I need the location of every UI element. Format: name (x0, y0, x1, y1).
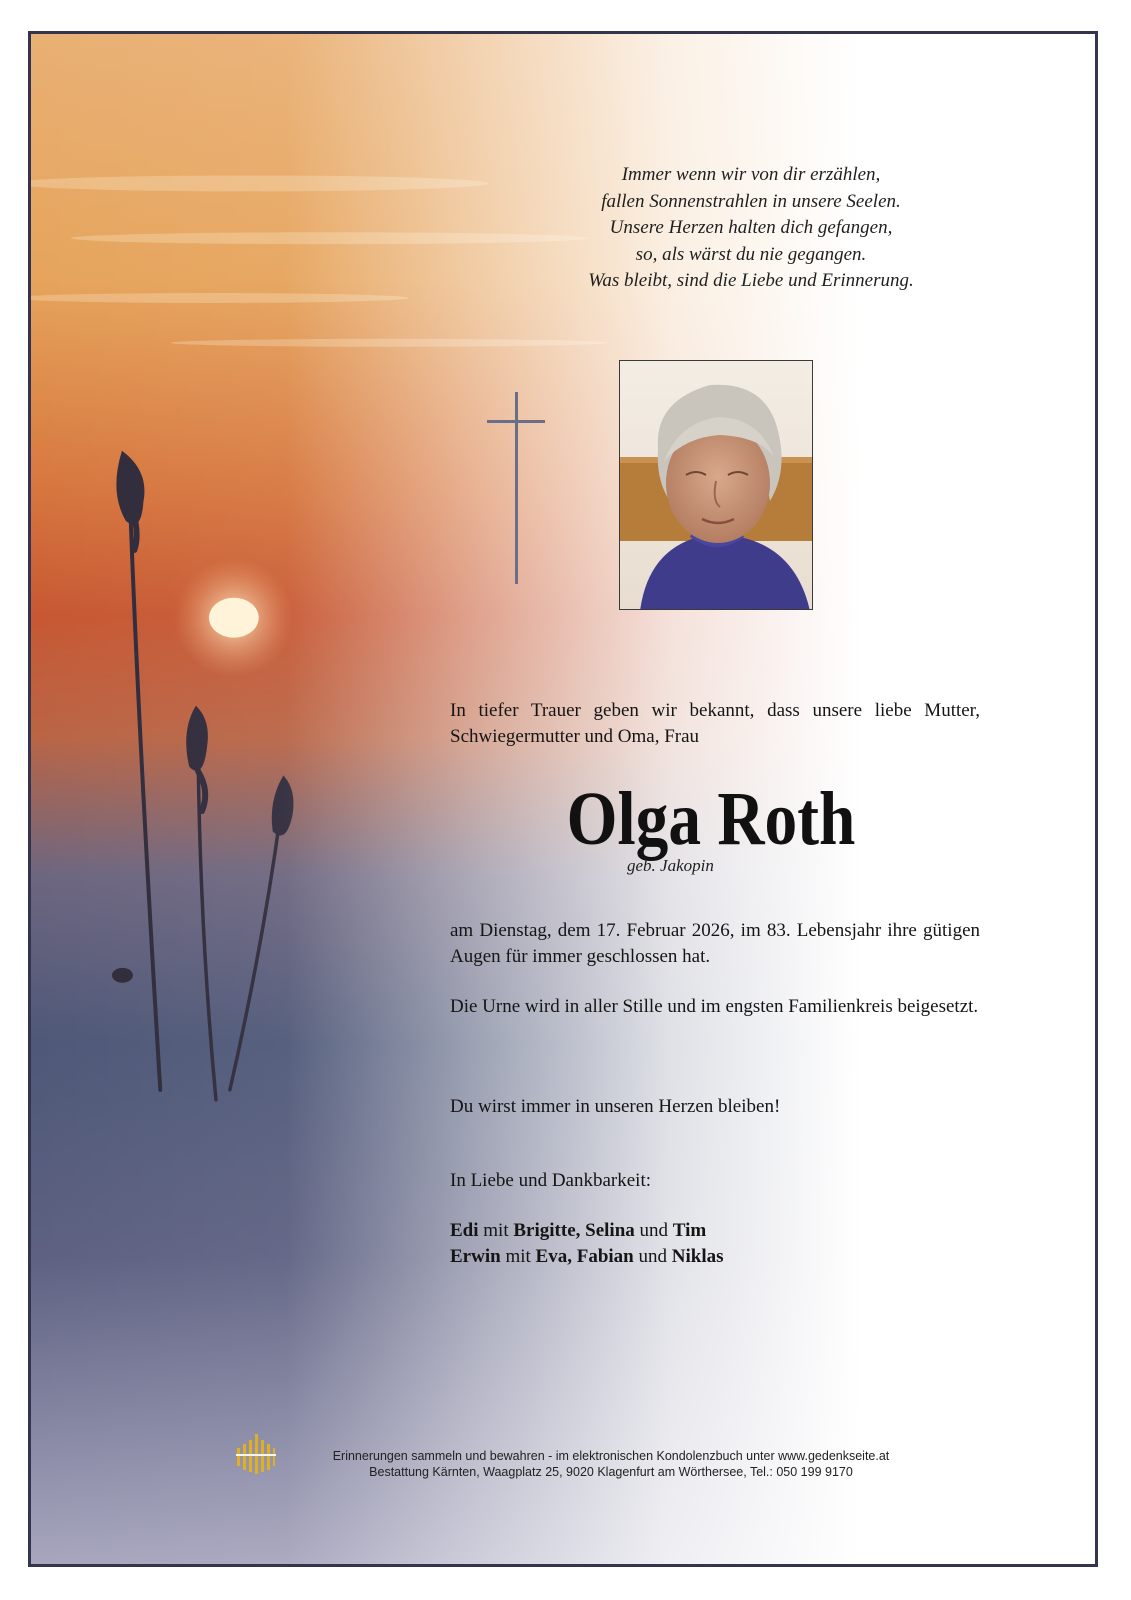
poem-line: Immer wenn wir von dir erzählen, (621, 164, 881, 185)
family-name: Brigitte, (513, 1220, 581, 1241)
family-name: Edi (450, 1220, 479, 1241)
obituary-card (28, 31, 1098, 1567)
burial-notice-text: Die Urne wird in aller Stille und im engsten Familienkreis beigesetzt. (450, 996, 979, 1017)
closing-text: In Liebe und Dankbarkeit: (450, 1170, 652, 1191)
maiden-name: geb. Jakopin (627, 856, 714, 875)
footer-line-2: Bestattung Kärnten, Waagplatz 25, 9020 Klagenfurt am Wörthersee, Tel.: 050 199 9170 (369, 1465, 853, 1479)
family-name: Fabian (576, 1246, 634, 1267)
family-name: Selina (585, 1220, 635, 1241)
portrait-photo (619, 360, 813, 610)
family-name: Erwin (450, 1246, 501, 1267)
death-notice-text: am Dienstag, dem 17. Februar 2026, im 83. Lebensjahr ihre gütigen Augen für immer geschlossen hat. (450, 920, 980, 967)
gedenkseite-logo-icon (236, 1432, 276, 1476)
footer (301, 1448, 921, 1480)
cross-icon (487, 392, 547, 584)
poem-line: Was bleibt, sind die Liebe und Erinnerung. (588, 270, 914, 291)
announcement-text: In tiefer Trauer geben wir bekannt, dass unsere liebe Mutter, Schwiegermutter und Oma, Frau (450, 700, 980, 747)
family-name: Tim (672, 1220, 707, 1241)
poem-line: so, als wärst du nie gegangen. (635, 243, 867, 265)
family-name: Niklas (671, 1246, 724, 1267)
farewell-text: Du wirst immer in unseren Herzen bleiben! (450, 1096, 781, 1117)
connector-word: und (639, 1220, 669, 1241)
deceased-name: Olga Roth (566, 777, 856, 861)
connector-word: mit (483, 1220, 509, 1241)
poem-line: fallen Sonnenstrahlen in unsere Seelen. (601, 190, 901, 212)
poem-line: Unsere Herzen halten dich gefangen, (609, 217, 893, 238)
memorial-poem (461, 162, 1041, 295)
footer-line-1: Erinnerungen sammeln und bewahren - im elektronischen Kondolenzbuch unter www.gedenkseite.at (332, 1449, 890, 1463)
connector-word: mit (505, 1246, 531, 1267)
family-name: Eva, (535, 1246, 572, 1267)
family-line-1 (450, 1218, 980, 1244)
family-list (450, 1218, 980, 1270)
connector-word: und (638, 1246, 667, 1267)
family-line-2 (450, 1244, 980, 1270)
